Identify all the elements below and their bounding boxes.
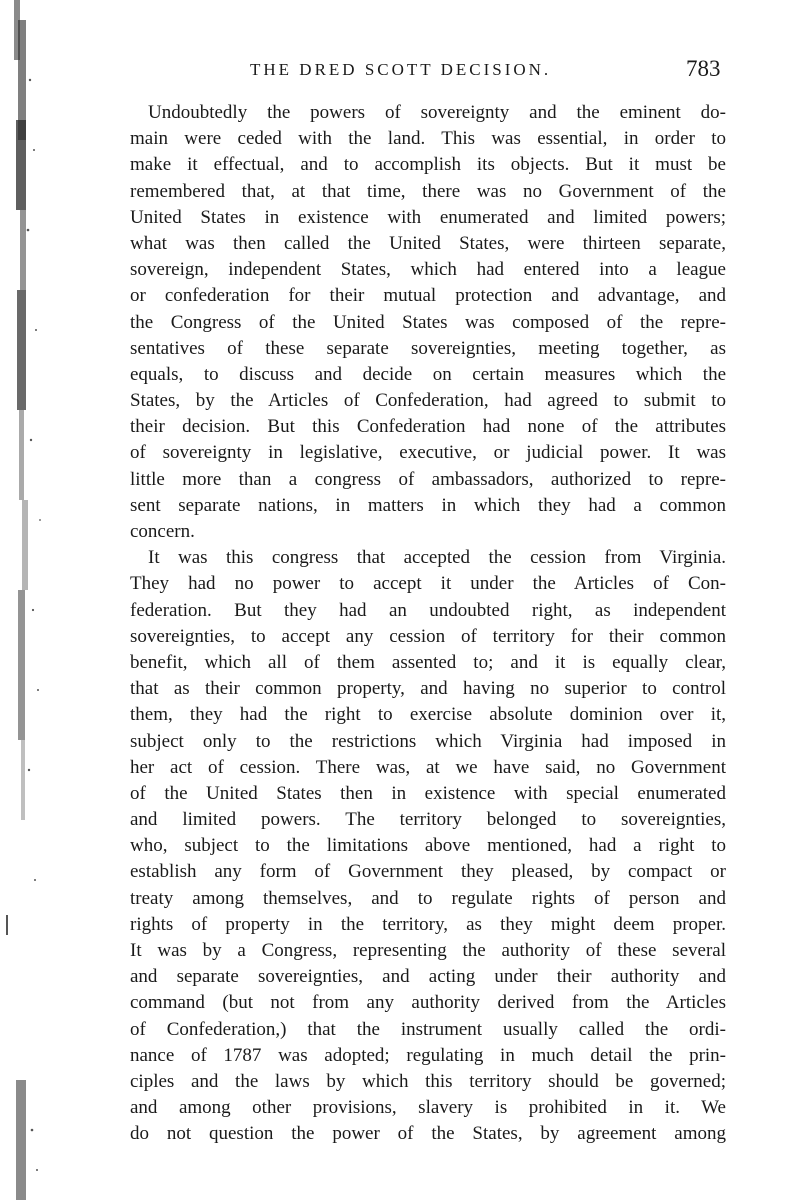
text-line: make it effectual, and to accomplish its objects. But it must be <box>130 154 726 176</box>
text-line: of the United States then in existence with special enumerated <box>130 782 726 804</box>
text-line: sovereignties, to accept any cession of territory for their common <box>130 625 726 647</box>
text-line: United States in existence with enumerated and limited powers; <box>130 206 726 228</box>
text-line: main were ceded with the land. This was essential, in order to <box>130 128 726 150</box>
text-line: States, by the Articles of Confederation, had agreed to submit to <box>130 390 726 412</box>
text-line: that as their common property, and having no superior to control <box>130 678 726 700</box>
text-line: federation. But they had an undoubted right, as independent <box>130 599 726 621</box>
body-text <box>130 100 726 1148</box>
text-line: or confederation for their mutual protection and advantage, and <box>130 285 726 307</box>
text-line: what was then called the United States, were thirteen separate, <box>130 232 726 254</box>
text-line: concern. <box>130 521 195 542</box>
text-line: remembered that, at that time, there was no Government of the <box>130 180 726 202</box>
text-line: It was this congress that accepted the cession from Virginia. <box>148 547 726 569</box>
text-line: ciples and the laws by which this territory should be governed; <box>130 1070 726 1092</box>
text-line: sent separate nations, in matters in which they had a common <box>130 494 726 516</box>
text-line: It was by a Congress, representing the authority of these several <box>130 940 726 961</box>
text-line: and limited powers. The territory belonged to sovereignties, <box>130 809 726 831</box>
text-line: them, they had the right to exercise absolute dominion over it, <box>130 704 726 726</box>
text-line: benefit, which all of them assented to; and it is equally clear, <box>130 651 726 673</box>
text-line: her act of cession. There was, at we have said, no Government <box>130 756 726 778</box>
text-line: and separate sovereignties, and acting under their authority and <box>130 966 726 988</box>
text-line: do not question the power of the States, by agreement among <box>130 1123 726 1145</box>
text-line: rights of property in the territory, as they might deem proper. <box>130 913 726 935</box>
text-line: little more than a congress of ambassadors, authorized to repre- <box>130 468 726 490</box>
text-line: sovereign, independent States, which had entered into a league <box>130 259 726 281</box>
text-line: Undoubtedly the powers of sovereignty and the eminent do- <box>148 102 726 123</box>
text-line: who, subject to the limitations above mentioned, had a right to <box>130 835 726 857</box>
text-line: They had no power to accept it under the Articles of Con- <box>130 573 726 595</box>
text-line: their decision. But this Confederation had none of the attributes <box>130 416 726 438</box>
text-line: of Confederation,) that the instrument usually called the ordi- <box>130 1018 726 1040</box>
text-line: command (but not from any authority derived from the Articles <box>130 992 726 1014</box>
page-number: 783 <box>686 56 721 81</box>
text-line: equals, to discuss and decide on certain measures which the <box>130 363 726 385</box>
text-line: subject only to the restrictions which Virginia had imposed in <box>130 730 726 752</box>
text-line: sentatives of these separate sovereignties, meeting together, as <box>130 337 726 359</box>
text-line: treaty among themselves, and to regulate rights of person and <box>130 887 726 909</box>
text-line: the Congress of the United States was composed of the repre- <box>130 311 726 333</box>
text-line: and among other provisions, slavery is prohibited in it. We <box>130 1097 726 1119</box>
text-line: nance of 1787 was adopted; regulating in much detail the prin- <box>130 1044 726 1066</box>
text-line: of sovereignty in legislative, executive, or judicial power. It was <box>130 442 726 464</box>
binding-gutter-scan-shadow <box>0 0 62 1200</box>
running-head-title: THE DRED SCOTT DECISION. <box>250 60 552 79</box>
text-line: establish any form of Government they pleased, by compact or <box>130 861 726 883</box>
